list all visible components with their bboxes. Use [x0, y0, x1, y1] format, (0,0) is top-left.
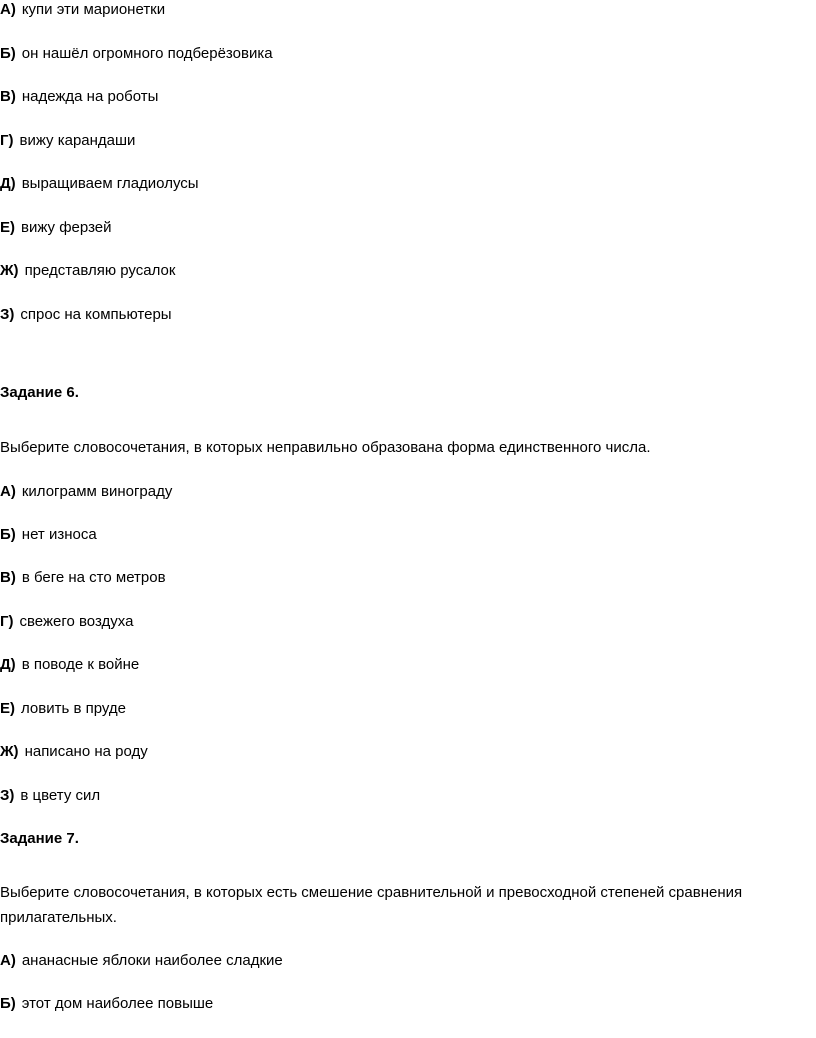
item-text: ананасные яблоки наиболее сладкие	[21, 952, 283, 969]
item-label: З)	[0, 306, 15, 323]
item-label: Ж)	[0, 743, 19, 760]
item-text: нет износа	[21, 526, 97, 543]
item-label: Б)	[0, 995, 16, 1012]
item-label: Е)	[0, 219, 15, 236]
item-text: спрос на компьютеры	[20, 306, 172, 323]
item-text: купи эти марионетки	[21, 1, 166, 18]
list-item	[0, 568, 166, 588]
item-text: он нашёл огромного подберёзовика	[21, 45, 273, 62]
item-text: вижу ферзей	[21, 219, 112, 236]
list-item	[0, 44, 273, 64]
item-label: З)	[0, 787, 15, 804]
list-item	[0, 87, 158, 107]
list-item	[0, 218, 112, 238]
list-item	[0, 699, 126, 719]
task6-instruction: Выберите словосочетания, в которых неправильно образована форма единственного числа.	[0, 439, 651, 456]
list-item	[0, 655, 139, 675]
item-text: ловить в пруде	[21, 700, 126, 717]
list-item	[0, 951, 283, 971]
item-label: Б)	[0, 526, 16, 543]
list-item	[0, 305, 172, 325]
item-text: выращиваем гладиолусы	[21, 175, 199, 192]
item-text: килограмм винограду	[21, 483, 173, 500]
item-label: Б)	[0, 45, 16, 62]
list-item	[0, 525, 97, 545]
item-text: вижу карандаши	[19, 132, 136, 149]
list-item	[0, 0, 165, 20]
list-item	[0, 131, 135, 151]
list-item	[0, 994, 213, 1014]
item-text: надежда на роботы	[21, 88, 159, 105]
item-text: в беге на сто метров	[21, 569, 166, 586]
item-text: написано на роду	[24, 743, 148, 760]
task6-heading: Задание 6.	[0, 384, 79, 401]
item-label: Г)	[0, 132, 14, 149]
item-label: А)	[0, 1, 16, 18]
item-label: А)	[0, 952, 16, 969]
item-label: В)	[0, 88, 16, 105]
item-label: Д)	[0, 656, 16, 673]
task7-heading: Задание 7.	[0, 830, 79, 847]
item-label: А)	[0, 483, 16, 500]
list-item	[0, 261, 175, 281]
list-item	[0, 174, 199, 194]
list-item	[0, 742, 148, 762]
item-text: этот дом наиболее повыше	[21, 995, 214, 1012]
item-label: Ж)	[0, 262, 19, 279]
item-label: В)	[0, 569, 16, 586]
item-label: Е)	[0, 700, 15, 717]
item-label: Г)	[0, 613, 14, 630]
item-label: Д)	[0, 175, 16, 192]
task7-instruction: Выберите словосочетания, в которых есть смешение сравнительной и превосходной степеней сравнения прилагательных.	[0, 884, 743, 926]
item-text: представляю русалок	[24, 262, 176, 279]
list-item	[0, 612, 133, 632]
item-text: в поводе к войне	[21, 656, 140, 673]
item-text: в цвету сил	[20, 787, 101, 804]
item-text: свежего воздуха	[19, 613, 134, 630]
list-item	[0, 786, 100, 806]
list-item	[0, 482, 172, 502]
